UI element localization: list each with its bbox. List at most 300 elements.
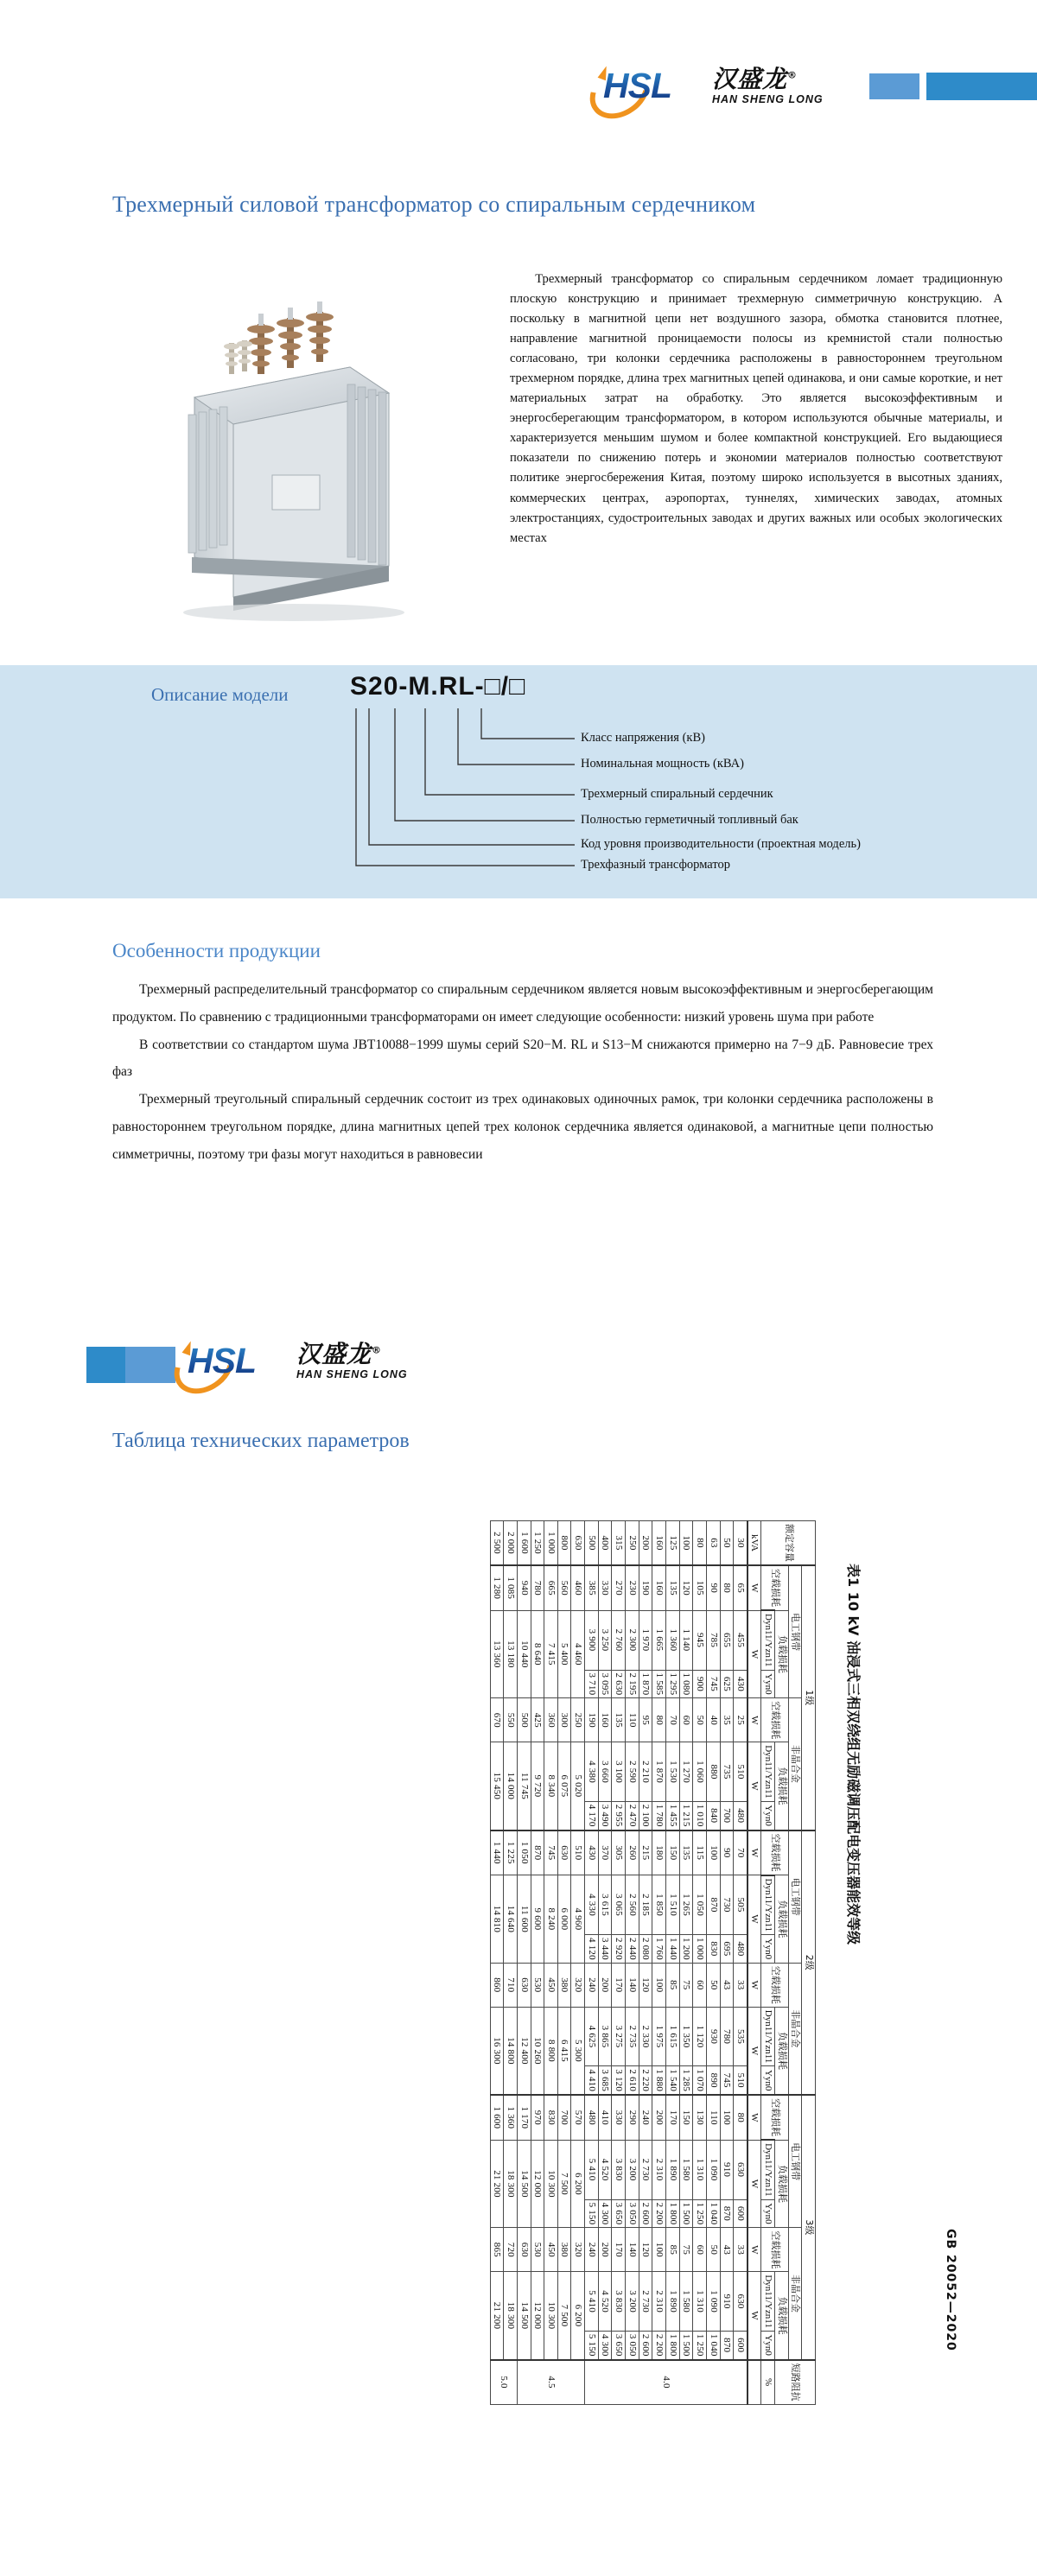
cell-loadloss-merged-1-0: 14 640 xyxy=(504,1875,518,1964)
cell-noload-0-1: 25 xyxy=(734,1698,748,1742)
cell-loadloss-yyn0-0-0: 1 585 xyxy=(652,1670,666,1698)
cell-loadloss-merged-1-1: 16 300 xyxy=(490,2007,504,2095)
cell-loadloss-dyn11-1-0: 3 065 xyxy=(612,1875,626,1935)
cell-loadloss-yyn0-0-0: 1 080 xyxy=(679,1670,693,1698)
cell-loadloss-yyn0-1-1: 2 220 xyxy=(639,2066,652,2095)
brand-logo xyxy=(593,66,824,107)
cell-noload-0-0: 270 xyxy=(612,1565,626,1610)
cell-loadloss-merged-0-0: 13 360 xyxy=(490,1610,504,1698)
header-loadloss-2-1: 负载损耗 xyxy=(775,2272,789,2360)
cell-noload-2-1: 865 xyxy=(490,2228,504,2272)
cell-noload-2-1: 320 xyxy=(571,2228,585,2272)
header-level-0: 1级 xyxy=(802,1565,816,1830)
cell-capacity: 2 500 xyxy=(490,1521,504,1566)
cell-loadloss-dyn11-0-0: 785 xyxy=(706,1610,720,1670)
cell-noload-2-1: 120 xyxy=(639,2228,652,2272)
cell-loadloss-dyn11-0-0: 455 xyxy=(734,1610,748,1670)
cell-loadloss-merged-2-0: 21 200 xyxy=(490,2140,504,2228)
cell-noload-2-0: 330 xyxy=(612,2095,626,2140)
header-capacity: 额定容量 xyxy=(761,1521,816,1566)
header-level-1: 2级 xyxy=(802,1830,816,2096)
cell-impedance: 4.5 xyxy=(517,2360,584,2405)
cell-capacity: 160 xyxy=(652,1521,666,1566)
cell-loadloss-yyn0-2-0: 4 300 xyxy=(598,2199,612,2228)
cell-noload-1-1: 450 xyxy=(544,1963,558,2007)
cell-noload-1-0: 260 xyxy=(626,1830,639,1875)
cell-noload-1-0: 510 xyxy=(571,1830,585,1875)
cell-noload-2-0: 130 xyxy=(693,2095,707,2140)
cell-loadloss-merged-0-1: 5 020 xyxy=(571,1742,585,1830)
cell-loadloss-yyn0-2-0: 5 150 xyxy=(585,2199,599,2228)
cell-loadloss-dyn11-2-0: 1 310 xyxy=(693,2140,707,2199)
cell-loadloss-dyn11-2-0: 1 580 xyxy=(679,2140,693,2199)
cell-noload-0-1: 160 xyxy=(598,1698,612,1742)
cell-noload-2-0: 700 xyxy=(557,2095,571,2140)
cell-noload-1-0: 745 xyxy=(544,1830,558,1875)
cell-loadloss-yyn0-1-0: 1 200 xyxy=(679,1935,693,1964)
cell-loadloss-yyn0-2-0: 870 xyxy=(720,2199,734,2228)
cell-loadloss-dyn11-0-1: 2 590 xyxy=(626,1742,639,1802)
header-conn-0-0-0: Dyn11/Yzn11 xyxy=(761,1610,775,1670)
page-header xyxy=(0,0,1037,130)
model-legend-item-2: Трехмерный спиральный сердечник xyxy=(581,787,773,801)
cell-capacity: 1 000 xyxy=(544,1521,558,1566)
spec-table-standard: GB 20052—2020 xyxy=(944,2229,957,2351)
cell-noload-2-0: 480 xyxy=(585,2095,599,2140)
cell-capacity: 400 xyxy=(598,1521,612,1566)
cell-loadloss-yyn0-2-0: 600 xyxy=(734,2199,748,2228)
cell-noload-0-1: 190 xyxy=(585,1698,599,1742)
cell-loadloss-merged-2-0: 6 200 xyxy=(571,2140,585,2228)
cell-noload-0-1: 95 xyxy=(639,1698,652,1742)
cell-loadloss-yyn0-0-1: 2 470 xyxy=(626,1801,639,1830)
cell-loadloss-dyn11-0-1: 1 870 xyxy=(652,1742,666,1802)
cell-loadloss-yyn0-2-1: 1 800 xyxy=(665,2331,679,2359)
cell-loadloss-yyn0-2-0: 1 040 xyxy=(706,2199,720,2228)
cell-loadloss-merged-0-1: 14 000 xyxy=(504,1742,518,1830)
cell-loadloss-dyn11-1-1: 1 120 xyxy=(693,2007,707,2066)
cell-loadloss-dyn11-0-0: 945 xyxy=(693,1610,707,1670)
cell-loadloss-merged-1-0: 8 240 xyxy=(544,1875,558,1964)
cell-noload-0-0: 560 xyxy=(557,1565,571,1610)
unit-loadloss-2-0: W xyxy=(748,2140,761,2228)
model-legend-item-4: Код уровня производительности (проектная модель) xyxy=(581,837,861,851)
cell-noload-2-1: 85 xyxy=(665,2228,679,2272)
cell-loadloss-yyn0-0-1: 1 780 xyxy=(652,1801,666,1830)
cell-noload-1-1: 710 xyxy=(504,1963,518,2007)
cell-loadloss-dyn11-2-1: 2 730 xyxy=(639,2272,652,2332)
product-photo xyxy=(130,263,467,626)
cell-noload-1-1: 530 xyxy=(531,1963,544,2007)
spec-table-head xyxy=(748,1521,816,2405)
cell-loadloss-yyn0-2-1: 1 500 xyxy=(679,2331,693,2359)
table-row xyxy=(517,1521,531,2405)
cell-loadloss-dyn11-2-0: 2 730 xyxy=(639,2140,652,2199)
cell-loadloss-dyn11-2-0: 4 520 xyxy=(598,2140,612,2199)
cell-loadloss-yyn0-1-0: 480 xyxy=(734,1935,748,1964)
cell-loadloss-dyn11-2-0: 910 xyxy=(720,2140,734,2199)
unit-noload-2-0: W xyxy=(748,2095,761,2140)
header-conn-2-0-1: Yyn0 xyxy=(761,2199,775,2228)
cell-capacity: 500 xyxy=(585,1521,599,1566)
cell-loadloss-merged-0-0: 5 400 xyxy=(557,1610,571,1698)
cell-capacity: 250 xyxy=(626,1521,639,1566)
table-row xyxy=(612,1521,626,2405)
cell-loadloss-merged-1-1: 8 800 xyxy=(544,2007,558,2095)
cell-noload-2-0: 830 xyxy=(544,2095,558,2140)
spec-header-units-row xyxy=(748,1521,761,2405)
accent-bar-small xyxy=(869,73,919,99)
cell-noload-0-0: 120 xyxy=(679,1565,693,1610)
logo-abbr-secondary: HSL xyxy=(188,1341,256,1380)
cell-capacity: 63 xyxy=(706,1521,720,1566)
cell-noload-2-0: 170 xyxy=(665,2095,679,2140)
cell-loadloss-yyn0-0-0: 3 095 xyxy=(598,1670,612,1698)
cell-loadloss-merged-2-1: 21 200 xyxy=(490,2272,504,2360)
cell-noload-1-0: 90 xyxy=(720,1830,734,1875)
header-noload-2-0: 空载损耗 xyxy=(761,2095,788,2140)
cell-loadloss-yyn0-1-1: 745 xyxy=(720,2066,734,2095)
cell-loadloss-yyn0-2-1: 2 200 xyxy=(652,2331,666,2359)
header-conn-0-1-1: Yyn0 xyxy=(761,1801,775,1830)
header-loadloss-1-1: 负载损耗 xyxy=(775,2007,789,2095)
table-row xyxy=(652,1521,666,2405)
header-noload-2-1: 空载损耗 xyxy=(761,2228,788,2272)
cell-loadloss-dyn11-1-1: 1 615 xyxy=(665,2007,679,2066)
cell-loadloss-dyn11-0-1: 3 100 xyxy=(612,1742,626,1802)
cell-loadloss-yyn0-1-1: 510 xyxy=(734,2066,748,2095)
cell-loadloss-yyn0-0-1: 1 010 xyxy=(693,1801,707,1830)
cell-loadloss-dyn11-1-0: 1 850 xyxy=(652,1875,666,1935)
cell-noload-0-0: 90 xyxy=(706,1565,720,1610)
cell-loadloss-dyn11-0-1: 1 530 xyxy=(665,1742,679,1802)
cell-loadloss-yyn0-2-0: 2 600 xyxy=(639,2199,652,2228)
cell-noload-2-0: 240 xyxy=(639,2095,652,2140)
cell-loadloss-merged-0-1: 9 720 xyxy=(531,1742,544,1830)
cell-capacity: 80 xyxy=(693,1521,707,1566)
header-noload-0-0: 空载损耗 xyxy=(761,1565,788,1610)
cell-loadloss-dyn11-2-0: 630 xyxy=(734,2140,748,2199)
cell-loadloss-yyn0-0-0: 1 870 xyxy=(639,1670,652,1698)
cell-loadloss-yyn0-1-0: 2 920 xyxy=(612,1935,626,1964)
cell-loadloss-yyn0-1-1: 3 120 xyxy=(612,2066,626,2095)
cell-noload-2-1: 33 xyxy=(734,2228,748,2272)
cell-noload-2-1: 43 xyxy=(720,2228,734,2272)
cell-loadloss-dyn11-0-0: 3 900 xyxy=(585,1610,599,1670)
cell-loadloss-dyn11-1-1: 1 975 xyxy=(652,2007,666,2066)
cell-capacity: 2 000 xyxy=(504,1521,518,1566)
cell-capacity: 800 xyxy=(557,1521,571,1566)
header-noload-0-1: 空载损耗 xyxy=(761,1698,788,1742)
cell-loadloss-yyn0-1-1: 4 410 xyxy=(585,2066,599,2095)
cell-loadloss-merged-2-1: 6 200 xyxy=(571,2272,585,2360)
cell-capacity: 630 xyxy=(571,1521,585,1566)
cell-loadloss-merged-2-1: 12 000 xyxy=(531,2272,544,2360)
cell-loadloss-merged-2-0: 10 300 xyxy=(544,2140,558,2228)
cell-noload-1-0: 1 050 xyxy=(517,1830,531,1875)
model-description-section xyxy=(0,665,1037,898)
features-body xyxy=(112,976,933,1168)
cell-noload-0-0: 780 xyxy=(531,1565,544,1610)
header-material-1-1: 非晶合金 xyxy=(788,1963,802,2095)
table-row xyxy=(734,1521,748,2405)
table-row xyxy=(557,1521,571,2405)
cell-loadloss-dyn11-2-1: 910 xyxy=(720,2272,734,2332)
table-row xyxy=(571,1521,585,2405)
unit-impedance-blank xyxy=(748,2360,761,2405)
cell-noload-0-0: 460 xyxy=(571,1565,585,1610)
header-material-0-0: 电工钢带 xyxy=(788,1565,802,1698)
cell-loadloss-yyn0-1-0: 695 xyxy=(720,1935,734,1964)
model-code: S20-M.RL-□/□ xyxy=(350,672,526,701)
cell-loadloss-yyn0-1-0: 1 760 xyxy=(652,1935,666,1964)
cell-loadloss-merged-1-1: 5 300 xyxy=(571,2007,585,2095)
logo-pinyin: HAN SHENG LONG xyxy=(712,93,824,105)
cell-noload-2-0: 110 xyxy=(706,2095,720,2140)
table-row xyxy=(626,1521,639,2405)
cell-noload-1-1: 170 xyxy=(612,1963,626,2007)
cell-noload-2-1: 630 xyxy=(517,2228,531,2272)
cell-loadloss-dyn11-0-1: 4 380 xyxy=(585,1742,599,1802)
cell-loadloss-dyn11-1-0: 2 185 xyxy=(639,1875,652,1935)
cell-noload-1-0: 215 xyxy=(639,1830,652,1875)
cell-loadloss-yyn0-0-0: 625 xyxy=(720,1670,734,1698)
cell-noload-2-0: 80 xyxy=(734,2095,748,2140)
cell-loadloss-merged-0-1: 15 450 xyxy=(490,1742,504,1830)
cell-loadloss-merged-0-0: 7 415 xyxy=(544,1610,558,1698)
cell-loadloss-yyn0-0-0: 745 xyxy=(706,1670,720,1698)
cell-loadloss-dyn11-1-1: 3 275 xyxy=(612,2007,626,2066)
cell-loadloss-dyn11-1-0: 730 xyxy=(720,1875,734,1935)
cell-loadloss-dyn11-2-0: 5 410 xyxy=(585,2140,599,2199)
cell-loadloss-yyn0-1-1: 2 610 xyxy=(626,2066,639,2095)
header-capacity-unit: kVA xyxy=(748,1521,761,1566)
cell-loadloss-dyn11-1-0: 505 xyxy=(734,1875,748,1935)
cell-loadloss-merged-0-0: 8 640 xyxy=(531,1610,544,1698)
cell-noload-0-0: 65 xyxy=(734,1565,748,1610)
cell-noload-2-0: 410 xyxy=(598,2095,612,2140)
cell-loadloss-yyn0-0-1: 2 100 xyxy=(639,1801,652,1830)
cell-noload-1-0: 305 xyxy=(612,1830,626,1875)
cell-loadloss-dyn11-0-1: 880 xyxy=(706,1742,720,1802)
cell-noload-0-0: 160 xyxy=(652,1565,666,1610)
cell-loadloss-yyn0-2-0: 1 500 xyxy=(679,2199,693,2228)
cell-noload-1-1: 60 xyxy=(693,1963,707,2007)
cell-loadloss-dyn11-1-0: 1 265 xyxy=(679,1875,693,1935)
cell-loadloss-dyn11-0-1: 1 060 xyxy=(693,1742,707,1802)
cell-loadloss-dyn11-1-0: 1 510 xyxy=(665,1875,679,1935)
cell-loadloss-yyn0-1-1: 1 285 xyxy=(679,2066,693,2095)
unit-loadloss-1-1: W xyxy=(748,2007,761,2095)
transformer-illustration xyxy=(130,263,467,626)
cell-loadloss-yyn0-2-0: 2 200 xyxy=(652,2199,666,2228)
cell-loadloss-merged-1-0: 4 960 xyxy=(571,1875,585,1964)
cell-noload-1-1: 630 xyxy=(517,1963,531,2007)
cell-loadloss-yyn0-1-0: 830 xyxy=(706,1935,720,1964)
cell-loadloss-dyn11-0-0: 1 665 xyxy=(652,1610,666,1670)
table-row xyxy=(665,1521,679,2405)
band-accent-bar-light xyxy=(125,1347,175,1383)
cell-capacity: 125 xyxy=(665,1521,679,1566)
unit-loadloss-0-0: W xyxy=(748,1610,761,1698)
cell-capacity: 30 xyxy=(734,1521,748,1566)
header-material-1-0: 电工钢带 xyxy=(788,1830,802,1964)
cell-loadloss-dyn11-2-1: 1 310 xyxy=(693,2272,707,2332)
cell-noload-1-0: 1 440 xyxy=(490,1830,504,1875)
header-level-2: 3级 xyxy=(802,2095,816,2360)
cell-loadloss-dyn11-1-1: 535 xyxy=(734,2007,748,2066)
model-leader-lines xyxy=(0,665,1037,898)
cell-noload-1-0: 135 xyxy=(679,1830,693,1875)
accent-bar-large xyxy=(926,73,1037,100)
spec-header-row xyxy=(788,1521,802,2405)
header-loadloss-0-0: 负载损耗 xyxy=(775,1610,789,1698)
spec-header-row xyxy=(775,1521,789,2405)
table-row xyxy=(585,1521,599,2405)
cell-loadloss-dyn11-1-0: 2 560 xyxy=(626,1875,639,1935)
cell-loadloss-dyn11-2-1: 3 200 xyxy=(626,2272,639,2332)
cell-noload-0-1: 550 xyxy=(504,1698,518,1742)
features-paragraph-1: В соответствии со стандартом шума JBT10088−1999 шумы серий S20−M. RL и S13−M снижаются примерно на 7−9 дБ. Равновесие трех фаз xyxy=(112,1037,933,1080)
cell-loadloss-yyn0-1-1: 1 540 xyxy=(665,2066,679,2095)
table-row xyxy=(490,1521,504,2405)
cell-loadloss-merged-0-0: 10 440 xyxy=(517,1610,531,1698)
cell-loadloss-dyn11-0-1: 1 270 xyxy=(679,1742,693,1802)
cell-noload-1-0: 870 xyxy=(531,1830,544,1875)
cell-noload-1-0: 370 xyxy=(598,1830,612,1875)
cell-loadloss-dyn11-2-0: 1 890 xyxy=(665,2140,679,2199)
unit-noload-1-0: W xyxy=(748,1830,761,1875)
header-conn-2-1-0: Dyn11/Yzn11 xyxy=(761,2272,775,2332)
cell-noload-0-1: 250 xyxy=(571,1698,585,1742)
cell-loadloss-dyn11-1-1: 2 735 xyxy=(626,2007,639,2066)
cell-loadloss-merged-1-0: 14 810 xyxy=(490,1875,504,1964)
cell-loadloss-yyn0-1-0: 1 440 xyxy=(665,1935,679,1964)
table-row xyxy=(720,1521,734,2405)
cell-loadloss-yyn0-1-0: 2 080 xyxy=(639,1935,652,1964)
cell-noload-0-0: 135 xyxy=(665,1565,679,1610)
cell-loadloss-merged-0-1: 6 075 xyxy=(557,1742,571,1830)
cell-loadloss-yyn0-2-1: 3 650 xyxy=(612,2331,626,2359)
unit-noload-1-1: W xyxy=(748,1963,761,2007)
hsl-logo-mark-secondary xyxy=(177,1341,286,1382)
brand-logo-secondary xyxy=(177,1341,408,1382)
intro-paragraph: Трехмерный трансформатор со спиральным сердечником ломает традиционную плоскую конструкцию и принимает трехмерную симметричную конструкцию. А поскольку в магнитной цепи нет воздушного зазора, обмотка становится плотнее, направление магнитной проницаемости полосы из кремнистой стали полностью согласовано, три колонки сердечника расположены в равностороннем треугольном трехмерном порядке, длина трех магнитных цепей одинакова, и они самые короткие, и нет материальных затрат на обработку. Это является высокоэффективным и энергосберегающим трансформатором, в котором используются обычные материалы, и характеризуется меньшим шумом и более компактной конструкцией. Его выдающиеся показатели по снижению потерь и экономии материалов полностью соответствуют политике энергосбережения Китая, поэтому широко используется в высотных зданиях, коммерческих центрах, аэропортах, туннелях, химических заводах, атомных электростанциях, судостроительных заводах и других важных или особых экологических местах xyxy=(510,272,1002,545)
cell-loadloss-dyn11-2-1: 1 090 xyxy=(706,2272,720,2332)
cell-loadloss-dyn11-2-0: 3 200 xyxy=(626,2140,639,2199)
registered-mark-icon: ® xyxy=(372,1344,383,1356)
table-row xyxy=(531,1521,544,2405)
cell-loadloss-yyn0-0-0: 3 710 xyxy=(585,1670,599,1698)
cell-noload-0-0: 665 xyxy=(544,1565,558,1610)
cell-noload-2-0: 1 600 xyxy=(490,2095,504,2140)
header-conn-1-0-1: Yyn0 xyxy=(761,1935,775,1964)
cell-loadloss-merged-0-1: 8 340 xyxy=(544,1742,558,1830)
cell-loadloss-dyn11-1-0: 4 330 xyxy=(585,1875,599,1935)
cell-loadloss-dyn11-0-1: 735 xyxy=(720,1742,734,1802)
cell-loadloss-dyn11-2-1: 1 580 xyxy=(679,2272,693,2332)
cell-noload-1-1: 860 xyxy=(490,1963,504,2007)
header-accent-bars xyxy=(869,73,1037,100)
cell-loadloss-yyn0-2-1: 4 300 xyxy=(598,2331,612,2359)
cell-loadloss-yyn0-2-1: 3 050 xyxy=(626,2331,639,2359)
page-title: Трехмерный силовой трансформатор со спиральным сердечником xyxy=(112,192,756,217)
cell-noload-0-0: 230 xyxy=(626,1565,639,1610)
header-conn-1-1-1: Yyn0 xyxy=(761,2066,775,2095)
cell-loadloss-merged-2-0: 7 500 xyxy=(557,2140,571,2228)
cell-capacity: 315 xyxy=(612,1521,626,1566)
cell-loadloss-dyn11-0-0: 1 140 xyxy=(679,1610,693,1670)
header-conn-2-0-0: Dyn11/Yzn11 xyxy=(761,2140,775,2199)
cell-loadloss-merged-1-0: 6 000 xyxy=(557,1875,571,1964)
table-row xyxy=(706,1521,720,2405)
cell-loadloss-yyn0-0-1: 1 455 xyxy=(665,1801,679,1830)
cell-noload-0-1: 35 xyxy=(720,1698,734,1742)
cell-loadloss-yyn0-0-0: 2 195 xyxy=(626,1670,639,1698)
spec-table-rotated-wrapper xyxy=(157,1520,816,2557)
cell-loadloss-dyn11-2-0: 2 310 xyxy=(652,2140,666,2199)
cell-loadloss-yyn0-1-0: 3 440 xyxy=(598,1935,612,1964)
logo-cn-name-secondary: 汉盛龙® xyxy=(296,1340,383,1368)
header-conn-1-0-0: Dyn11/Yzn11 xyxy=(761,1875,775,1935)
secondary-brand-band xyxy=(0,1322,1037,1417)
cell-noload-2-1: 50 xyxy=(706,2228,720,2272)
cell-noload-1-1: 33 xyxy=(734,1963,748,2007)
cell-noload-2-0: 290 xyxy=(626,2095,639,2140)
header-material-2-0: 电工钢带 xyxy=(788,2095,802,2228)
cell-noload-0-1: 300 xyxy=(557,1698,571,1742)
cell-loadloss-dyn11-0-0: 2 300 xyxy=(626,1610,639,1670)
cell-noload-1-1: 200 xyxy=(598,1963,612,2007)
cell-noload-1-0: 150 xyxy=(665,1830,679,1875)
cell-loadloss-dyn11-0-0: 3 250 xyxy=(598,1610,612,1670)
cell-noload-1-0: 100 xyxy=(706,1830,720,1875)
cell-loadloss-dyn11-2-0: 1 090 xyxy=(706,2140,720,2199)
cell-loadloss-dyn11-0-1: 2 210 xyxy=(639,1742,652,1802)
unit-noload-0-0: W xyxy=(748,1565,761,1610)
cell-loadloss-merged-1-0: 9 600 xyxy=(531,1875,544,1964)
spec-header-row xyxy=(802,1521,816,2405)
cell-loadloss-dyn11-2-1: 630 xyxy=(734,2272,748,2332)
cell-loadloss-dyn11-1-1: 3 865 xyxy=(598,2007,612,2066)
registered-mark-icon: ® xyxy=(787,69,798,81)
unit-loadloss-2-1: W xyxy=(748,2272,761,2360)
model-legend-item-3: Полностью герметичный топливный бак xyxy=(581,813,798,827)
cell-capacity: 50 xyxy=(720,1521,734,1566)
hsl-logo-mark xyxy=(593,66,702,107)
cell-loadloss-yyn0-0-1: 700 xyxy=(720,1801,734,1830)
cell-noload-2-1: 140 xyxy=(626,2228,639,2272)
features-paragraph-2: Трехмерный треугольный спиральный сердечник состоит из трех одинаковых одиночных рамок, три колонки сердечника расположены в равностороннем треугольном порядке, длина магнитных цепей трех колонок сердечника является одинаковой, а магнитные цепи полностью симметричны, поэтому три фазы могут находиться в равновесии xyxy=(112,1092,933,1162)
cell-loadloss-merged-2-1: 14 500 xyxy=(517,2272,531,2360)
cell-loadloss-yyn0-2-1: 870 xyxy=(720,2331,734,2359)
cell-noload-0-0: 385 xyxy=(585,1565,599,1610)
cell-loadloss-dyn11-1-1: 1 350 xyxy=(679,2007,693,2066)
cell-noload-2-1: 200 xyxy=(598,2228,612,2272)
cell-loadloss-dyn11-1-0: 1 050 xyxy=(693,1875,707,1935)
cell-noload-2-1: 60 xyxy=(693,2228,707,2272)
cell-noload-1-1: 75 xyxy=(679,1963,693,2007)
cell-loadloss-dyn11-2-1: 5 410 xyxy=(585,2272,599,2332)
cell-loadloss-yyn0-2-0: 1 800 xyxy=(665,2199,679,2228)
table-row xyxy=(504,1521,518,2405)
cell-loadloss-dyn11-0-1: 510 xyxy=(734,1742,748,1802)
table-row xyxy=(639,1521,652,2405)
cell-loadloss-yyn0-2-0: 1 250 xyxy=(693,2199,707,2228)
header-conn-0-0-1: Yyn0 xyxy=(761,1670,775,1698)
cell-noload-0-0: 1 085 xyxy=(504,1565,518,1610)
cell-noload-0-1: 80 xyxy=(652,1698,666,1742)
